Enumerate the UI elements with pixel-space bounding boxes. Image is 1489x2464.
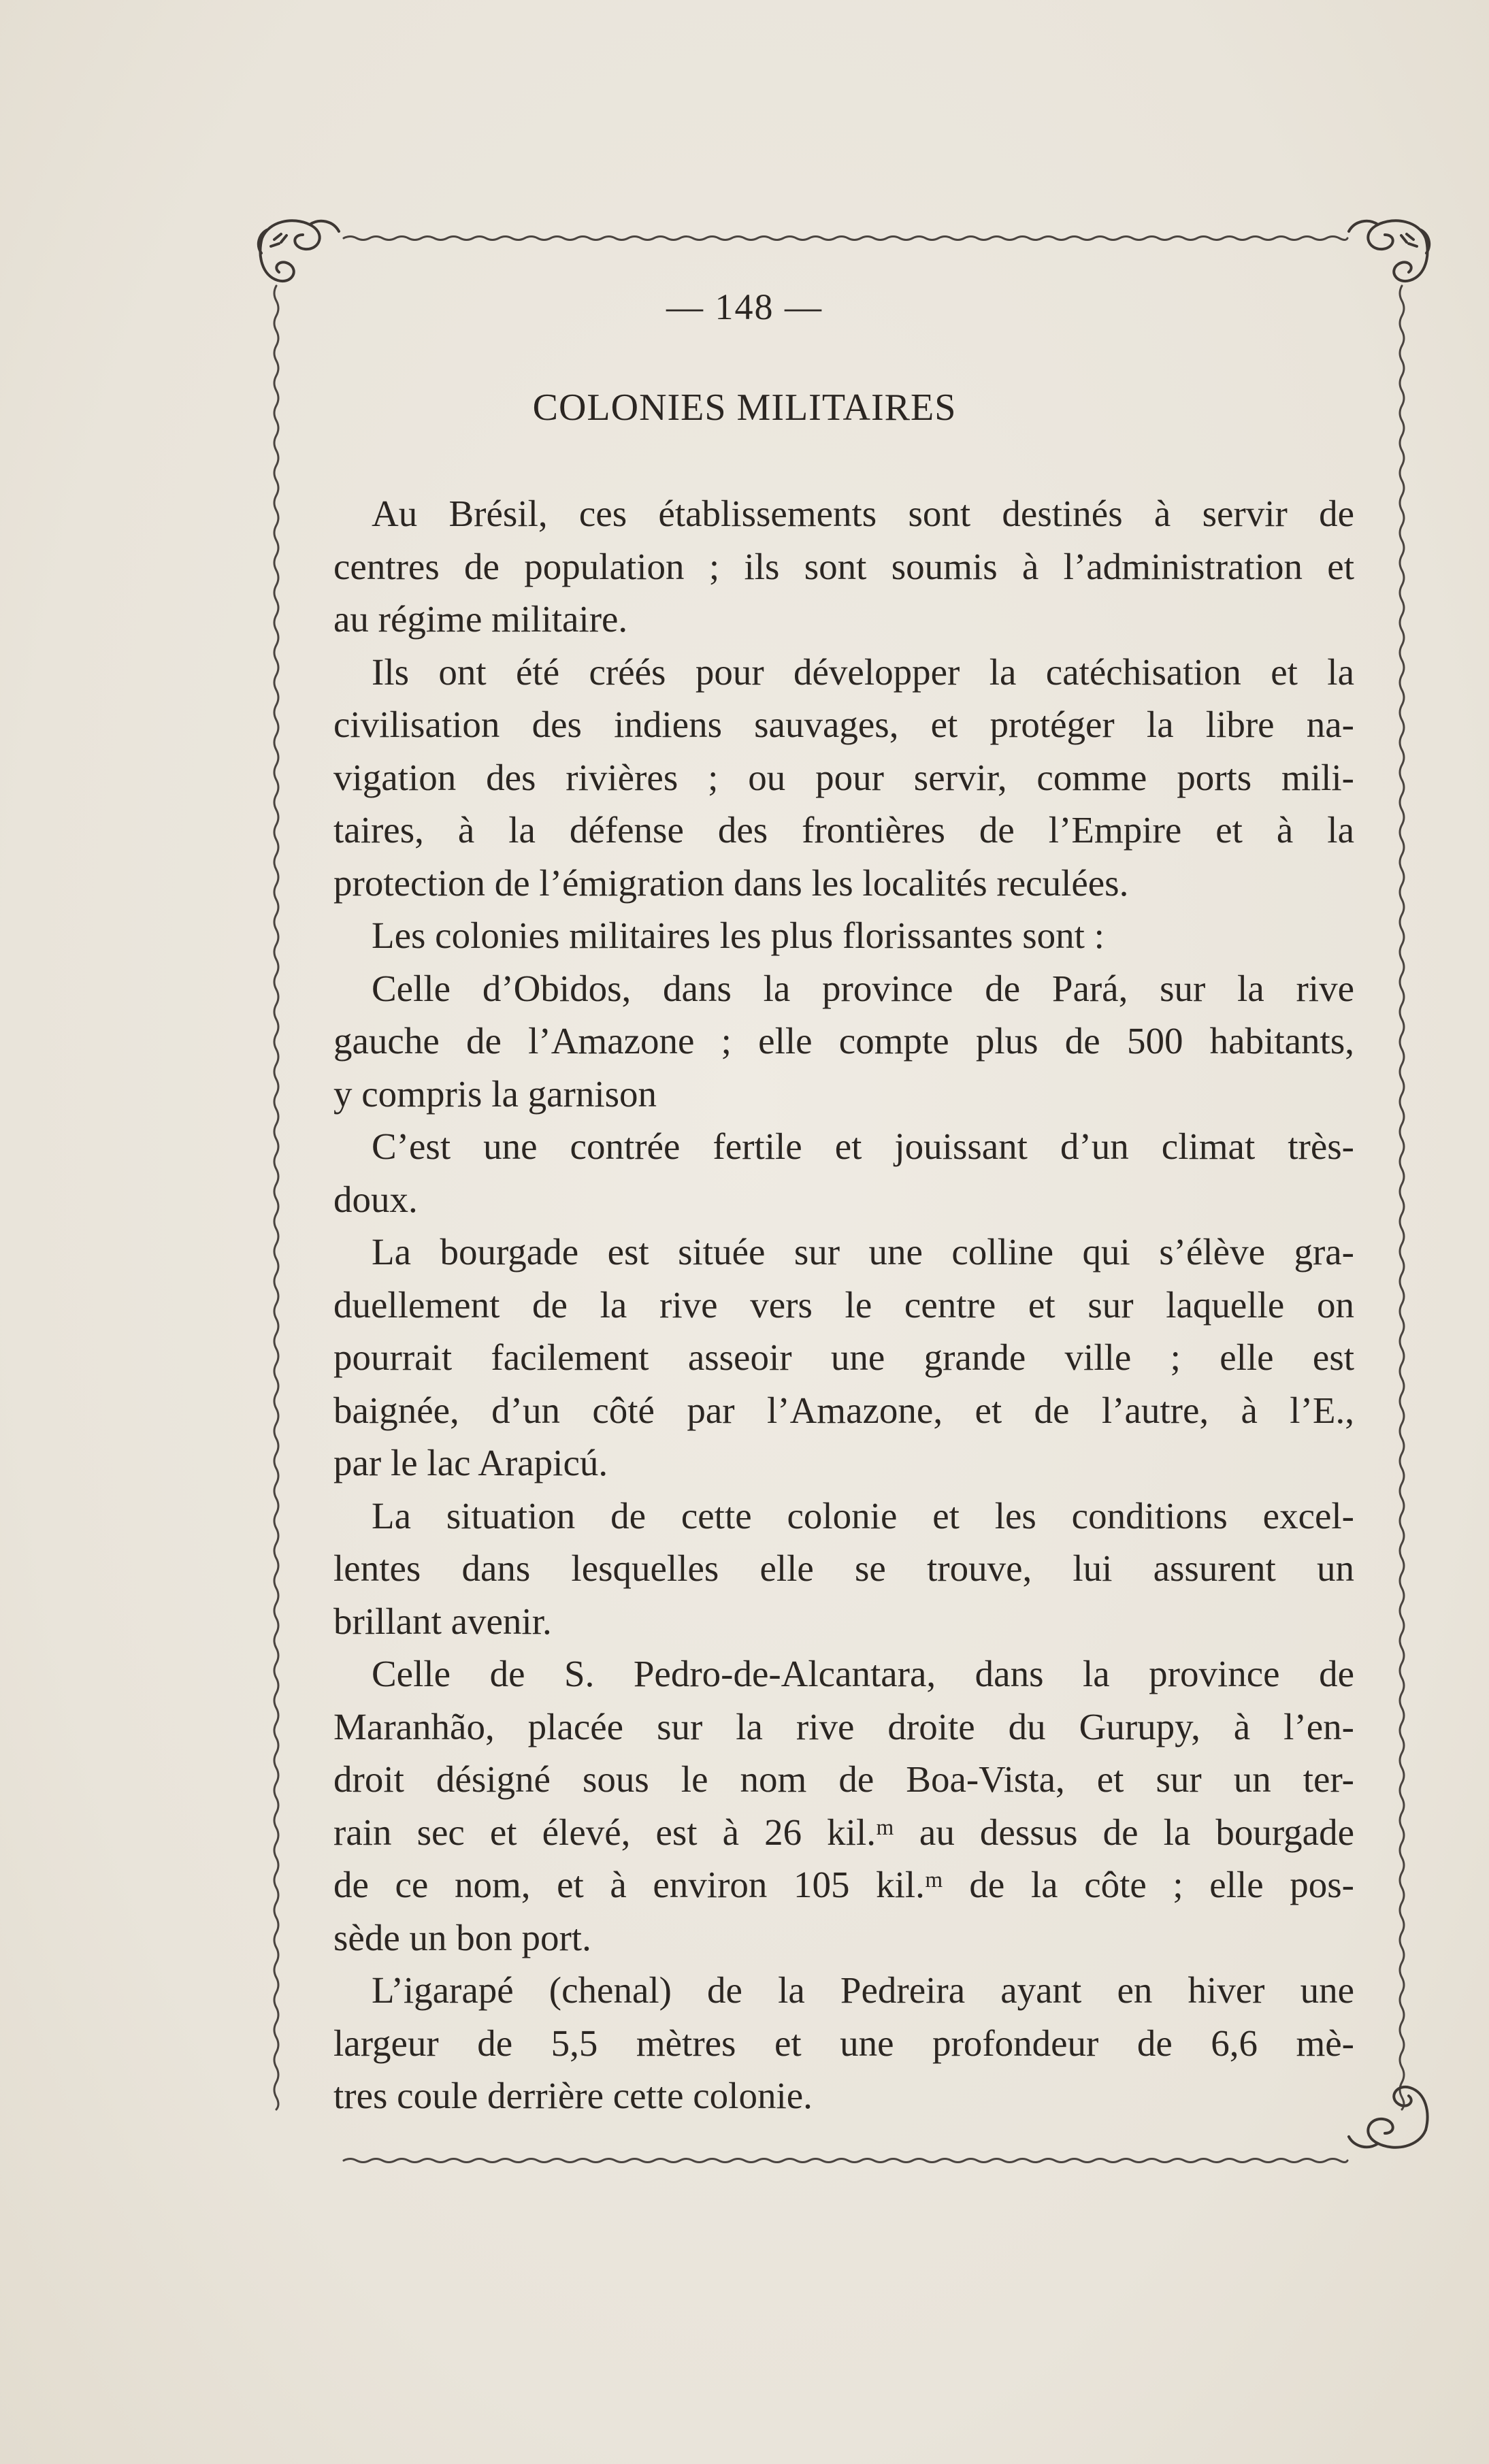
text-line: tres coule derrière cette colonie. [333, 2075, 813, 2116]
text-line: vigation des rivières ; ou pour servir, comme ports mili- [333, 756, 1354, 798]
text-line: par le lac Arapicú. [333, 1442, 608, 1483]
text-line: civilisation des indiens sauvages, et protéger la libre na- [333, 704, 1354, 745]
text-line: au régime militaire. [333, 598, 628, 640]
corner-ornament-icon [1349, 220, 1429, 281]
text-line: lentes dans lesquelles elle se trouve, lui assurent un [333, 1547, 1354, 1589]
text-line: Les colonies militaires les plus florissantes sont : [372, 915, 1105, 956]
text-line: La bourgade est située sur une colline qui s’élève gra- [372, 1231, 1354, 1272]
text-line: Au Brésil, ces établissements sont destinés à servir de [372, 493, 1354, 534]
paragraph [333, 646, 1354, 910]
frame-right-border [1400, 286, 1404, 2109]
paragraph [333, 1120, 1354, 1226]
page-number: — 148 — [666, 286, 823, 327]
body-text [333, 487, 1354, 2122]
corner-ornament-icon [1349, 2087, 1428, 2148]
text-line: sède un bon port. [333, 1916, 591, 1958]
text-line: C’est une contrée fertile et jouissant d’un climat très- [372, 1126, 1354, 1167]
frame-left-border [274, 286, 278, 2109]
paragraph [333, 1226, 1354, 1490]
text-line: de ce nom, et à environ 105 kil.ᵐ de la côte ; elle pos- [333, 1864, 1354, 1905]
text-line: droit désigné sous le nom de Boa-Vista, et sur un ter- [333, 1758, 1354, 1800]
text-line: rain sec et élevé, est à 26 kil.ᵐ au dessus de la bourgade [333, 1811, 1354, 1853]
text-line: brillant avenir. [333, 1600, 552, 1642]
text-line: doux. [333, 1178, 418, 1220]
text-line: taires, à la défense des frontières de l’Empire et à la [333, 809, 1354, 851]
paragraph [333, 962, 1354, 1121]
text-line: centres de population ; ils sont soumis à l’administration et [333, 545, 1354, 587]
corner-ornament-icon [259, 220, 339, 281]
chapter-title: COLONIES MILITAIRES [532, 387, 957, 429]
paragraph [333, 1647, 1354, 1964]
paragraph [333, 1490, 1354, 1648]
text-line: largeur de 5,5 mètres et une profondeur de 6,6 mè- [333, 2022, 1354, 2064]
text-line: baignée, d’un côté par l’Amazone, et de l’autre, à l’E., [333, 1389, 1354, 1431]
paragraph [333, 1964, 1354, 2122]
text-line: gauche de l’Amazone ; elle compte plus de 500 habitants, [333, 1020, 1354, 1062]
text-line: Celle de S. Pedro-de-Alcantara, dans la province de [372, 1653, 1354, 1694]
paragraph [333, 487, 1354, 646]
text-line: Ils ont été créés pour développer la catéchisation et la [372, 651, 1354, 693]
paragraph [333, 909, 1354, 962]
text-line: Celle d’Obidos, dans la province de Pará, sur la rive [372, 967, 1354, 1009]
text-line: pourrait facilement asseoir une grande ville ; elle est [333, 1336, 1354, 1378]
text-line: protection de l’émigration dans les localités reculées. [333, 861, 1129, 904]
text-line: y compris la garnison [333, 1072, 657, 1115]
text-line: La situation de cette colonie et les conditions excel- [372, 1494, 1354, 1537]
frame-top-border [344, 237, 1347, 240]
text-line: duellement de la rive vers le centre et sur laquelle on [333, 1283, 1354, 1326]
text-line: L’igarapé (chenal) de la Pedreira ayant en hiver une [372, 1969, 1354, 2011]
frame-bottom-border [344, 2159, 1347, 2163]
text-line: Maranhão, placée sur la rive droite du Gurupy, à l’en- [333, 1705, 1354, 1747]
